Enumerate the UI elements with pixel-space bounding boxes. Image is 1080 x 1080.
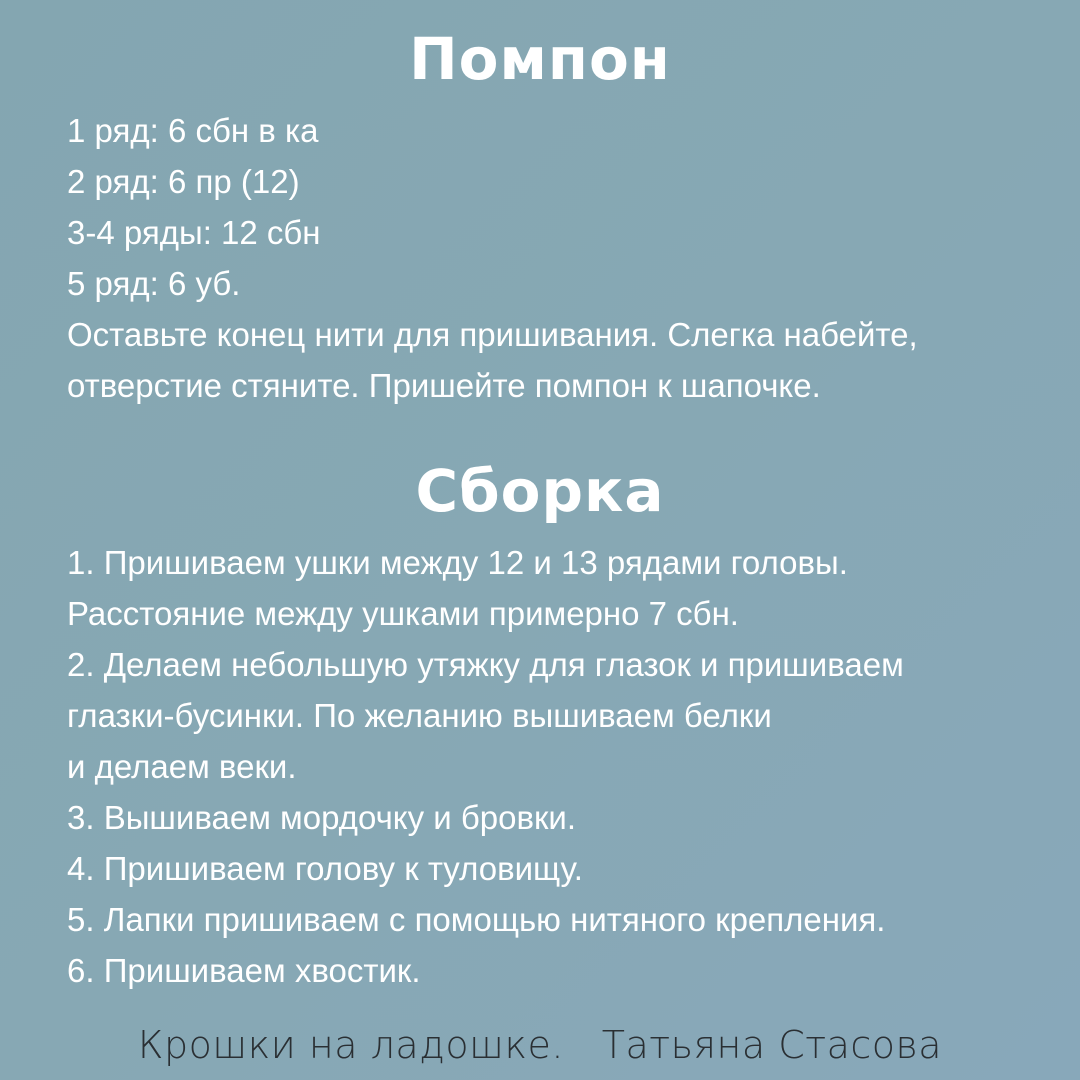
footer-brand: Крошки на ладошке. — [137, 1023, 564, 1067]
footer-signature — [0, 1020, 1080, 1070]
assembly-line: глазки-бусинки. По желанию вышиваем белки — [67, 697, 772, 734]
assembly-line: 2. Делаем небольшую утяжку для глазок и пришиваем — [67, 646, 904, 683]
pompon-line: Оставьте конец нити для пришивания. Слегка набейте, — [67, 316, 918, 353]
assembly-instructions — [67, 537, 1057, 996]
footer-author: Татьяна Стасова — [601, 1023, 943, 1067]
assembly-line: 1. Пришиваем ушки между 12 и 13 рядами головы. — [67, 544, 848, 581]
assembly-title: Сборка — [415, 457, 665, 525]
assembly-line: 4. Пришиваем голову к туловищу. — [67, 850, 583, 887]
pompon-title: Помпон — [409, 25, 671, 93]
pompon-line: 3-4 ряды: 12 сбн — [67, 214, 321, 251]
pompon-line: отверстие стяните. Пришейте помпон к шапочке. — [67, 367, 821, 404]
assembly-line: 6. Пришиваем хвостик. — [67, 952, 421, 989]
assembly-line: 5. Лапки пришиваем с помощью нитяного крепления. — [67, 901, 886, 938]
assembly-line: и делаем веки. — [67, 748, 297, 785]
pompon-instructions — [67, 105, 1057, 411]
pompon-line: 1 ряд: 6 сбн в ка — [67, 112, 319, 149]
pompon-line: 2 ряд: 6 пр (12) — [67, 163, 300, 200]
assembly-line: 3. Вышиваем мордочку и бровки. — [67, 799, 577, 836]
pompon-line: 5 ряд: 6 уб. — [67, 265, 241, 302]
assembly-line: Расстояние между ушками примерно 7 сбн. — [67, 595, 739, 632]
